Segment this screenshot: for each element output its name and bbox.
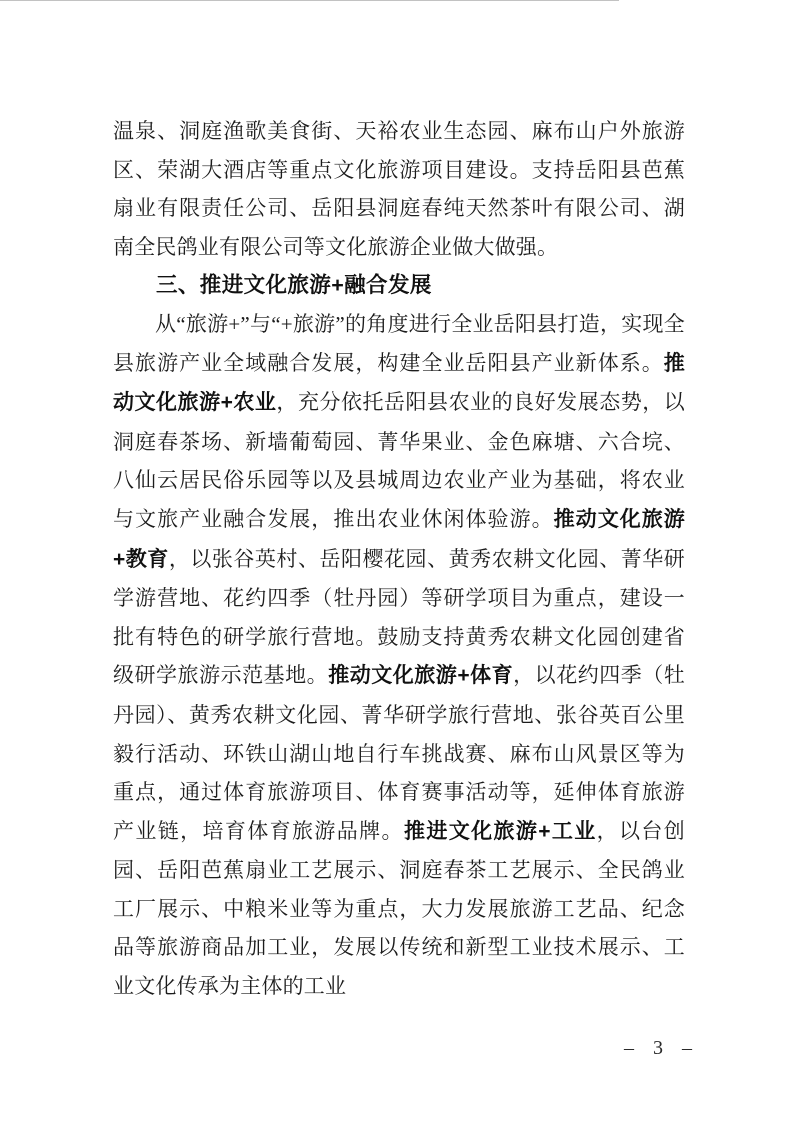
section-heading: 三、推进文化旅游+融合发展 — [156, 273, 432, 298]
body-segment-sports: ，以花约四季（牡丹园）、黄秀农耕文化园、菁华研学旅行营地、张谷英百公里毅行活动、环铁山湖山地自行车挑战赛、麻布山风景区等为重点，通过体育旅游项目、体育赛事活动等，延伸体育旅游产业链，培育体育旅游品牌。 — [113, 663, 685, 843]
page-number: – 3 – — [624, 1037, 699, 1059]
body-segment-agriculture: ，充分依托岳阳县农业的良好发展态势，以洞庭春茶场、新墙葡萄园、菁华果业、金色麻塘、六合垸、八仙云居民俗乐园等以及县城周边农业产业为基础，将农业与文旅产业融合发展，推出农业休闲体验游。 — [113, 390, 685, 531]
body-paragraph — [113, 305, 685, 1006]
paragraph-continuation: 温泉、洞庭渔歌美食街、天裕农业生态园、麻布山户外旅游区、荣湖大酒店等重点文化旅游项目建设。支持岳阳县芭蕉扇业有限责任公司、岳阳县洞庭春纯天然茶叶有限公司、湖南全民鸽业有限公司等文化旅游企业做大做强。 — [113, 119, 685, 259]
body-segment-education: ，以张谷英村、岳阳樱花园、黄秀农耕文化园、菁华研学游营地、花约四季（牡丹园）等研学项目为重点，建设一批有特色的研学旅行营地。鼓励支持黄秀农耕文化园创建省级研学旅游示范基地。 — [113, 546, 685, 688]
bold-subhead-tourism-sports: 推动文化旅游+体育 — [328, 664, 514, 688]
scan-edge-artifact — [0, 0, 619, 1]
bold-subhead-tourism-industry: 推进文化旅游+工业 — [403, 819, 597, 843]
body-segment-industry: ，以台创园、岳阳芭蕉扇业工艺展示、洞庭春茶工艺展示、全民鸽业工厂展示、中粮米业等为重点，大力发展旅游工艺品、纪念品等旅游商品加工业，发展以传统和新型工业技术展示、工业文化传承为主体的工业 — [113, 818, 685, 999]
bold-subhead-tourism-education: 推动文化旅游+教育 — [113, 507, 685, 571]
document-content — [113, 112, 685, 1006]
bold-subhead-tourism-agriculture: 推动文化旅游+农业 — [113, 351, 685, 415]
body-segment-intro: 从“旅游+”与“+旅游”的角度进行全业岳阳县打造，实现全县旅游产业全域融合发展，构建全业岳阳县产业新体系。 — [113, 311, 685, 375]
